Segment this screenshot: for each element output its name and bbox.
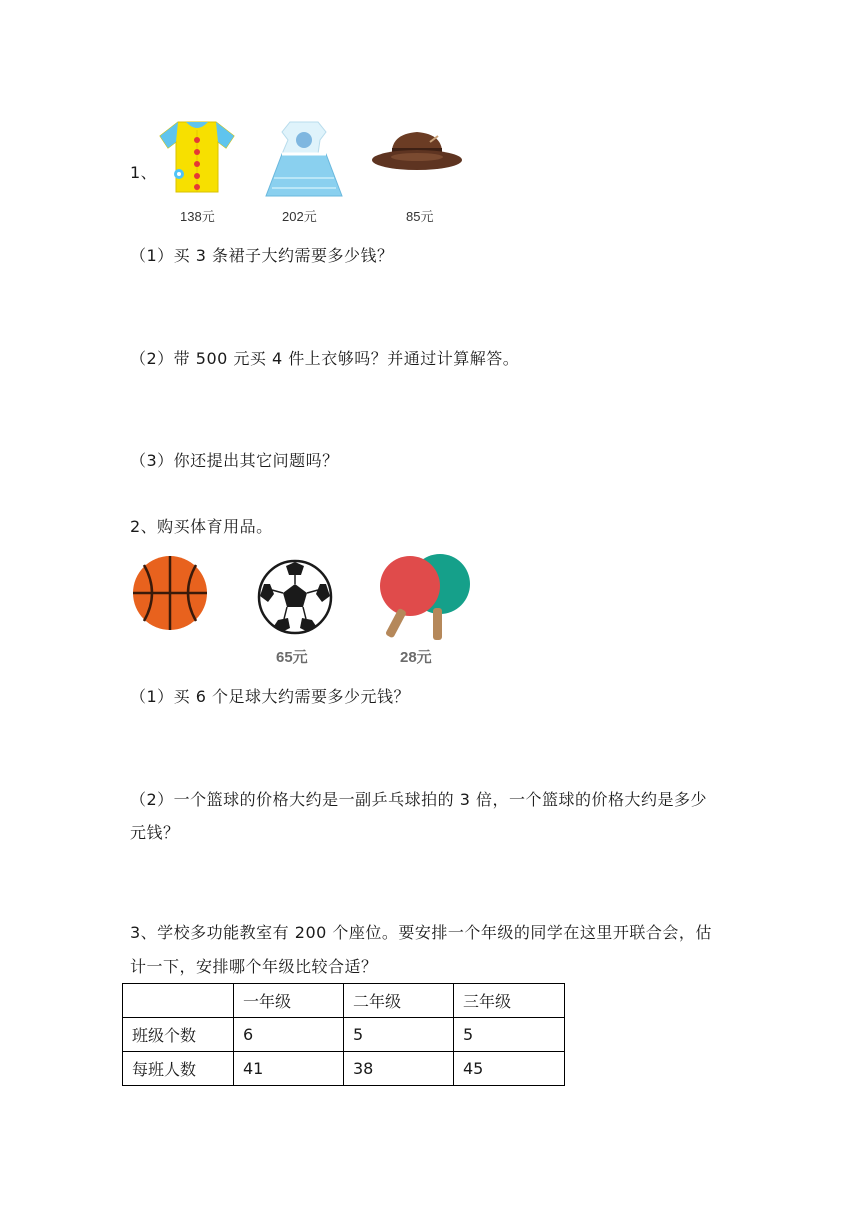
q1-number: 1、 — [130, 163, 158, 182]
q1-sub2: （2）带 500 元买 4 件上衣够吗？并通过计算解答。 — [130, 349, 520, 368]
q2-sub2-line1: （2）一个篮球的价格大约是一副乒乓球拍的 3 倍，一个篮球的价格大约是多少 — [130, 790, 708, 809]
q2-sub2-line2: 元钱？ — [130, 823, 180, 842]
table-cell: 41 — [234, 1052, 344, 1086]
table-cell: 6 — [234, 1018, 344, 1052]
basketball-image — [130, 553, 210, 633]
table-row — [123, 1052, 565, 1086]
q2-title: 2、购买体育用品。 — [130, 517, 273, 536]
q1-sub1: （1）买 3 条裙子大约需要多少钱？ — [130, 246, 394, 265]
table-header-cell: 二年级 — [344, 984, 454, 1018]
table-header-cell — [123, 984, 234, 1018]
q1-sub3: （3）你还提出其它问题吗？ — [130, 451, 339, 470]
ping-pong-paddles-image — [378, 552, 474, 644]
price-soccer-ball: 65元 — [276, 649, 308, 666]
q3-line1: 3、学校多功能教室有 200 个座位。要安排一个年级的同学在这里开联合会，估 — [130, 923, 712, 942]
price-dress: 202元 — [282, 209, 317, 224]
table-row — [123, 1018, 565, 1052]
table-cell: 班级个数 — [123, 1018, 234, 1052]
q2-sub1: （1）买 6 个足球大约需要多少元钱？ — [130, 687, 411, 706]
table-cell: 5 — [344, 1018, 454, 1052]
blue-dress-image — [262, 118, 346, 202]
table-header-cell: 三年级 — [454, 984, 565, 1018]
table-header-row — [123, 984, 565, 1018]
yellow-top-image — [156, 118, 238, 196]
table-cell: 45 — [454, 1052, 565, 1086]
grade-table — [122, 983, 565, 1086]
price-top: 138元 — [180, 209, 215, 224]
table-cell: 5 — [454, 1018, 565, 1052]
table-cell: 38 — [344, 1052, 454, 1086]
q3-line2: 计一下，安排哪个年级比较合适？ — [130, 957, 378, 976]
table-cell: 每班人数 — [123, 1052, 234, 1086]
brown-hat-image — [370, 128, 464, 176]
soccer-ball-image — [256, 558, 334, 636]
price-hat: 85元 — [406, 209, 434, 224]
table-header-cell: 一年级 — [234, 984, 344, 1018]
price-paddles: 28元 — [400, 649, 432, 666]
